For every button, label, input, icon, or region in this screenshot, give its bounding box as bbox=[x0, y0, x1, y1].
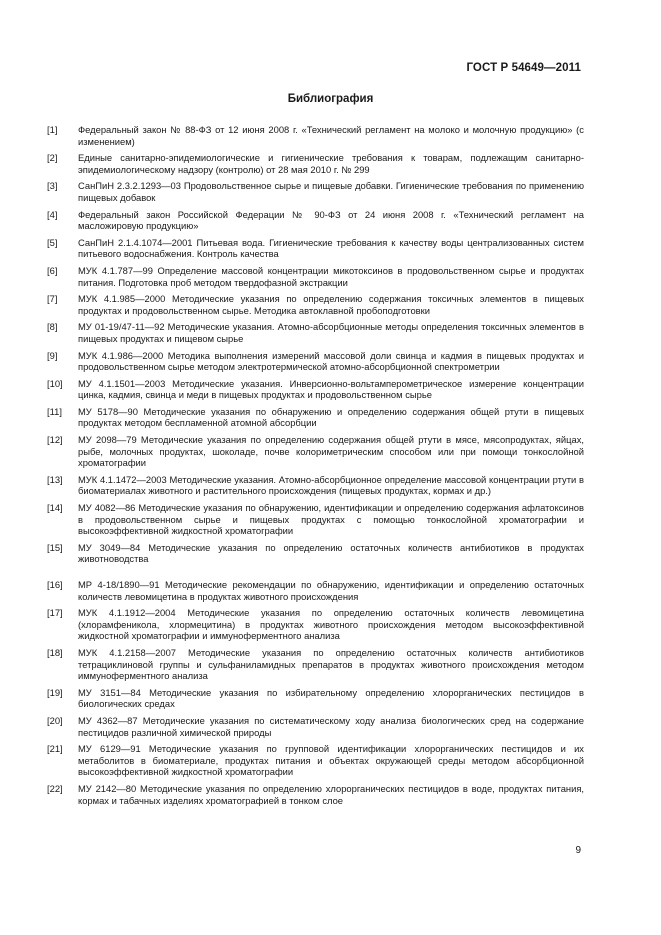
entry-number: [11] bbox=[47, 405, 62, 417]
bibliography-entry bbox=[47, 607, 584, 642]
page-title: Библиография bbox=[287, 93, 374, 105]
entry-number: [2] bbox=[47, 152, 58, 164]
entry-number: [1] bbox=[47, 124, 58, 135]
entry-text: МУ 4.1.1501—2003 Методические указания. Инверсионно-вольтамперометрическое измерение концентрации цинка, кадмия, свинца и меди в пищевых продуктах и продовольственном сырье bbox=[78, 377, 584, 401]
bibliography-entry bbox=[47, 474, 584, 497]
entry-number: [15] bbox=[47, 541, 63, 553]
entry-number: [21] bbox=[47, 743, 63, 755]
entry-text: МУ 2142—80 Методические указания по определению хлорорганических пестицидов в воде, продуктах питания, кормах и табачных изделиях хроматографией в тонком слое bbox=[78, 782, 584, 806]
entry-text: МУК 4.1.787—99 Определение массовой концентрации микотоксинов в продовольственном сырье и продуктах питания. Подготовка проб методом твердофазной экстракции bbox=[78, 264, 584, 288]
entry-text: МУК 4.1.986—2000 Методика выполнения измерений массовой доли свинца и кадмия в пищевых продуктах и продовольственном сырье методом электротермической атомно-абсорбционной спектрометрии bbox=[78, 349, 584, 373]
entry-number: [3] bbox=[47, 180, 58, 192]
bibliography-entry bbox=[47, 579, 584, 602]
bibliography-entry bbox=[47, 209, 584, 232]
bibliography-entry bbox=[47, 715, 584, 738]
bibliography-entry bbox=[47, 124, 584, 147]
document-code: ГОСТ Р 54649—2011 bbox=[466, 62, 581, 74]
entry-number: [12] bbox=[47, 434, 63, 446]
bibliography-entry bbox=[47, 542, 584, 565]
entry-number: [9] bbox=[47, 349, 58, 361]
entry-number: [7] bbox=[47, 293, 58, 305]
entry-text: МР 4-18/1890—91 Методические рекомендации по обнаружению, идентификации и определению остаточных количеств левомицетина в продуктах животного происхождения bbox=[78, 579, 584, 602]
entry-number: [16] bbox=[47, 579, 63, 590]
entry-text: МУ 4362—87 Методические указания по систематическому ходу анализа биологических сред на содержание пестицидов различной химической природы bbox=[78, 714, 584, 738]
bibliography-entry bbox=[47, 321, 584, 344]
bibliography-entry bbox=[47, 743, 584, 778]
bibliography-entry bbox=[47, 265, 584, 288]
page-number: 9 bbox=[575, 845, 581, 856]
bibliography-entry bbox=[47, 687, 584, 710]
entry-text: СанПиН 2.1.4.1074—2001 Питьевая вода. Гигиенические требования к качеству воды централизованных систем питьевого водоснабжения. Контроль качества bbox=[78, 236, 584, 260]
entry-number: [13] bbox=[47, 473, 63, 485]
entry-text: МУК 4.1.1912—2004 Методические указания по определению остаточных количеств левомицетина (хлорамфениколa, хлормецитина) в продуктах животного происхождения методом высокоэффективной жидкостной хроматографии и иммуноферментного анализа bbox=[78, 607, 584, 642]
bibliography-entry bbox=[47, 293, 584, 316]
entry-number: [6] bbox=[47, 264, 58, 276]
entry-number: [17] bbox=[47, 607, 63, 619]
entry-number: [14] bbox=[47, 502, 63, 514]
entry-number: [8] bbox=[47, 321, 58, 333]
entry-number: [20] bbox=[47, 714, 63, 726]
entry-text: МУ 5178—90 Методические указания по обнаружению и определению содержания общей ртути в пищевых продуктах методом беспламенной атомной абсорбции bbox=[78, 405, 584, 429]
entry-text: МУ 2098—79 Методические указания по определению содержания общей ртути в мясе, мясопродуктах, яйцах, рыбе, молочных продуктах, шоколаде, почве колориметрическим способом или при помощи тонкослойной хроматографии bbox=[78, 434, 584, 469]
entry-text: МУК 4.1.1472—2003 Методические указания. Атомно-абсорбционное определение массовой концентрации ртути в биоматериалах животного и растительного происхождения (пищевых продуктах, кормах и др.) bbox=[78, 473, 584, 497]
bibliography-entry bbox=[47, 378, 584, 401]
bibliography-entry bbox=[47, 180, 584, 203]
entry-number: [4] bbox=[47, 208, 58, 220]
entry-number: [10] bbox=[47, 377, 63, 389]
bibliography-entry bbox=[47, 237, 584, 260]
entry-text: МУ 01-19/47-11—92 Методические указания. Атомно-абсорбционные методы определения токсичных элементов в пищевых продуктах и пищевом сырье bbox=[78, 321, 584, 344]
bibliography-entry bbox=[47, 406, 584, 429]
bibliography-entry bbox=[47, 350, 584, 373]
bibliography-entry bbox=[47, 152, 584, 175]
entry-text: МУК 4.1.2158—2007 Методические указания по определению остаточных количеств антибиотиков тетрациклиновой группы и сульфаниламидных препаратов в продуктах животного происхождения методом иммуноферментного анализа bbox=[78, 646, 584, 682]
entry-number: [18] bbox=[47, 646, 63, 658]
entry-number: [19] bbox=[47, 686, 63, 698]
entry-text: МУ 4082—86 Методические указания по обнаружению, идентификации и определению содержания афлатоксинов в продовольственном сырье и пищевых продуктах с помощью тонкослойной хроматографии и высокоэффективной жидкостной хроматографии bbox=[78, 502, 584, 537]
bibliography-entry bbox=[47, 783, 584, 806]
entry-number: [5] bbox=[47, 236, 58, 248]
entry-text: МУК 4.1.985—2000 Методические указания по определению содержания токсичных элементов в пищевых продуктах и продовольственном сырье. Методика автоклавной пробоподготовки bbox=[78, 293, 584, 316]
entry-number: [22] bbox=[47, 782, 63, 794]
bibliography-entry bbox=[47, 647, 584, 682]
bibliography-entry bbox=[47, 502, 584, 537]
bibliography-list bbox=[47, 124, 584, 811]
bibliography-entry bbox=[47, 434, 584, 469]
entry-text: МУ 3049—84 Методические указания по определению остаточных количеств антибиотиков в продуктах животноводства bbox=[78, 541, 584, 565]
entry-text: СанПиН 2.3.2.1293—03 Продовольственное сырье и пищевые добавки. Гигиенические требования по применению пищевых добавок bbox=[78, 180, 584, 203]
entry-text: Федеральный закон № 88-ФЗ от 12 июня 2008 г. «Технический регламент на молоко и молочную продукцию» (с изменением) bbox=[78, 124, 584, 147]
entry-text: Федеральный закон Российской Федерации № 90-ФЗ от 24 июня 2008 г. «Технический регламент на масложировую продукцию» bbox=[78, 208, 584, 232]
entry-text: МУ 3151—84 Методические указания по избирательному определению хлорорганических пестицидов в биологических средах bbox=[78, 686, 584, 710]
entry-text: МУ 6129—91 Методические указания по групповой идентификации хлорорганических пестицидов и их метаболитов в биоматериале, продуктах питания и объектах окружающей среды методом абсорбционной высокоэффективной жидкостной хроматографии bbox=[78, 743, 584, 778]
entry-text: Единые санитарно-эпидемиологические и гигиенические требования к товарам, подлежащим санитарно-эпидемиологическому надзору (контролю) от 28 мая 2010 г. № 299 bbox=[78, 152, 584, 175]
